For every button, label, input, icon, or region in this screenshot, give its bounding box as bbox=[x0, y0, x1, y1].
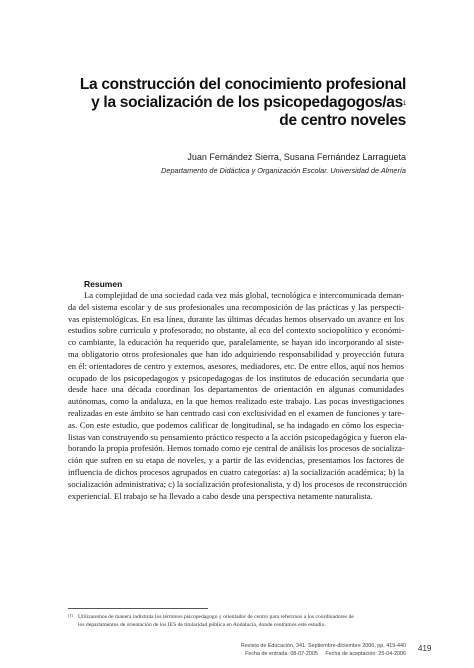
title-line bbox=[66, 94, 406, 112]
journal-dates: Fecha de entrada: 08-07-2005 Fecha de aceptación: 25-04-2006 bbox=[245, 650, 406, 657]
footnote-mark: (1) bbox=[68, 613, 73, 618]
page-number: 419 bbox=[418, 644, 432, 653]
title-line: La construcción del conocimiento profesional bbox=[79, 76, 406, 93]
authors: Juan Fernández Sierra, Susana Fernández Larragueta bbox=[187, 152, 406, 162]
abstract-line: estudios sobre curriculo y profesorado; no obstante, al eco del contexto sociopolítico y económi- bbox=[68, 325, 404, 336]
article-title bbox=[66, 76, 406, 130]
abstract-line: ción que sufren en su etapa de noveles, y a partir de las evidencias, presentamos los factores de bbox=[68, 455, 404, 466]
abstract-line: realizadas en este ámbito se han centrado casi con exclusividad en el examen de funciones y tare- bbox=[68, 407, 404, 418]
abstract-line: autónomas, como la andaluza, en la que hemos realizado este trabajo. Las pocas investigaciones bbox=[68, 396, 404, 407]
abstract-line: borando la propia profesión. Hemos tomado como eje central de análisis los procesos de socializa- bbox=[68, 443, 405, 454]
title-line-text: y la socialización de los psicopedagogos/as bbox=[91, 94, 403, 111]
abstract-line: ma obligatorio otros profesionales que han ido adquiriendo responsabilidad y proyección futura bbox=[68, 348, 404, 359]
affiliation: Departamento de Didáctica y Organización Escolar. Universidad de Almería bbox=[161, 166, 406, 175]
title-line: de centro noveles bbox=[279, 112, 406, 129]
abstract-line: as. Con este estudio, que podemos calificar de longitudinal, se ha indagado en cómo los especia- bbox=[68, 419, 404, 430]
abstract-line: da del sistema escolar y de sus profesionales una recomposición de las prácticas y las perspecti- bbox=[68, 301, 404, 312]
abstract-body bbox=[68, 290, 408, 502]
abstract-line: desde hace una década coordinan los departamentos de orientación en algunas comunidades bbox=[68, 384, 404, 395]
abstract-line: La complejidad de una sociedad cada vez más global, tecnológica e intercomunicada deman- bbox=[84, 290, 404, 300]
footnote-text bbox=[78, 613, 408, 629]
journal-citation: Revista de Educación, 341. Septiembre-diciembre 2006, pp. 419-440 bbox=[240, 643, 406, 649]
abstract-line: listas van construyendo su pensamiento práctico respecto a la acción psicopedagógica y fueron ela- bbox=[68, 431, 408, 442]
abstract-heading: Resumen bbox=[84, 279, 123, 289]
abstract-line: socialización administrativa; c) la socialización profesionalista, y d) los procesos de reconstrucción bbox=[68, 478, 407, 489]
footnote-line: los departamentos de orientación de los IES de titularidad pública en Andalucía, donde centramos este estudio. bbox=[78, 622, 326, 628]
journal-info bbox=[166, 643, 406, 658]
abstract-line: experiencial. El trabajo se ha llevado a cabo desde una perspectiva netamente naturalista. bbox=[68, 490, 373, 501]
footnote-reference[interactable]: 1 bbox=[402, 101, 406, 107]
footnote-divider bbox=[68, 608, 208, 609]
abstract-line: vas epistemológicas. En esa línea, durante las últimas décadas hemos observado un avance en los bbox=[68, 313, 404, 324]
abstract-line: ocupado de los psicopedagogos y psicopedagogas de los institutos de educación secundaria que bbox=[68, 372, 404, 383]
abstract-line: influencia de dichos procesos agrupados en cuatro categorías: a) la socialización académica; b) la bbox=[68, 466, 404, 477]
abstract-line: co cambiante, la educación ha requerido que, paralelamente, se hayan ido incorporando al siste- bbox=[68, 337, 404, 348]
footnote-line: Utilizaremos de manera indistinta los términos psicopedagogo y orientador de centro para referirnos a los coordinadores de bbox=[78, 614, 354, 620]
abstract-line: en él: orientadores de centro y externos, asesores, mediadores, etc. De entre ellos, aquí nos hemos bbox=[68, 360, 404, 371]
